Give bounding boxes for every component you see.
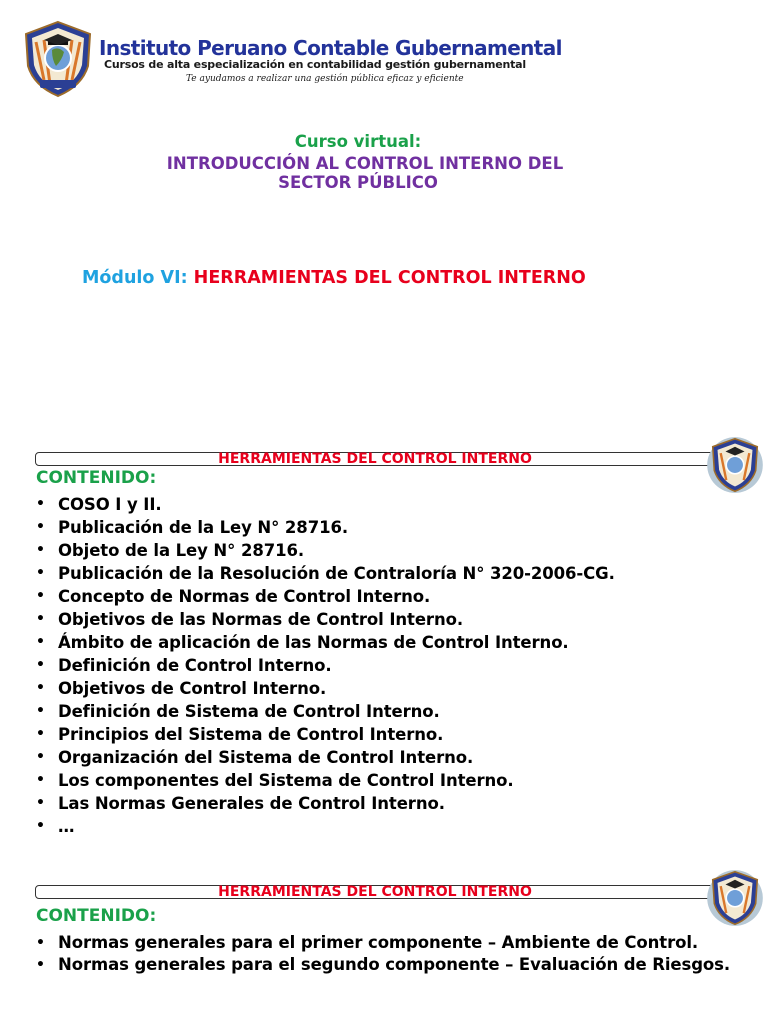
list-item: • Normas generales para el segundo componente – Evaluación de Riesgos. [36,954,738,976]
list-item: • … [36,815,615,838]
list-item: • Principios del Sistema de Control Interno. [36,723,615,746]
list-item: • Definición de Sistema de Control Interno. [36,700,615,723]
list-item: • COSO I y II. [36,493,615,516]
list-item: • Concepto de Normas de Control Interno. [36,585,615,608]
slide1-title: HERRAMIENTAS DEL CONTROL INTERNO [218,451,532,467]
list-item: • Los componentes del Sistema de Control Interno. [36,769,615,792]
institute-tagline: Te ayudamos a realizar una gestión pública eficaz y eficiente [186,74,464,84]
list-item: • Normas generales para el primer componente – Ambiente de Control. [36,932,738,954]
module-title: HERRAMIENTAS DEL CONTROL INTERNO [187,268,586,288]
institute-subtitle: Cursos de alta especialización en contabilidad gestión gubernamental [104,58,526,71]
list-item: • Definición de Control Interno. [36,654,615,677]
list-item: • Objeto de la Ley N° 28716. [36,539,615,562]
slide1-logo [706,434,764,496]
list-item: • Objetivos de Control Interno. [36,677,615,700]
list-item: • Las Normas Generales de Control Interno. [36,792,615,815]
list-item: • Organización del Sistema de Control Interno. [36,746,615,769]
course-label: Curso virtual: [294,132,422,151]
slide2-title: HERRAMIENTAS DEL CONTROL INTERNO [218,884,532,900]
course-title-line1: INTRODUCCIÓN AL CONTROL INTERNO DEL [166,154,564,173]
slide1-contents-heading: CONTENIDO: [36,468,157,488]
slide2-logo [706,867,764,929]
slide2-contents-heading: CONTENIDO: [36,906,157,926]
slide2-contents-list [36,932,738,976]
module-heading [82,268,586,288]
list-item: • Ámbito de aplicación de las Normas de Control Interno. [36,631,615,654]
slide1-contents-list [36,493,615,838]
course-title-line2: SECTOR PÚBLICO [278,173,438,192]
list-item: • Publicación de la Ley N° 28716. [36,516,615,539]
list-item: • Publicación de la Resolución de Contraloría N° 320-2006-CG. [36,562,615,585]
list-item: • Objetivos de las Normas de Control Interno. [36,608,615,631]
institute-name: Instituto Peruano Contable Gubernamental [99,36,562,60]
institute-logo [22,20,94,98]
module-label: Módulo VI: [82,268,188,288]
